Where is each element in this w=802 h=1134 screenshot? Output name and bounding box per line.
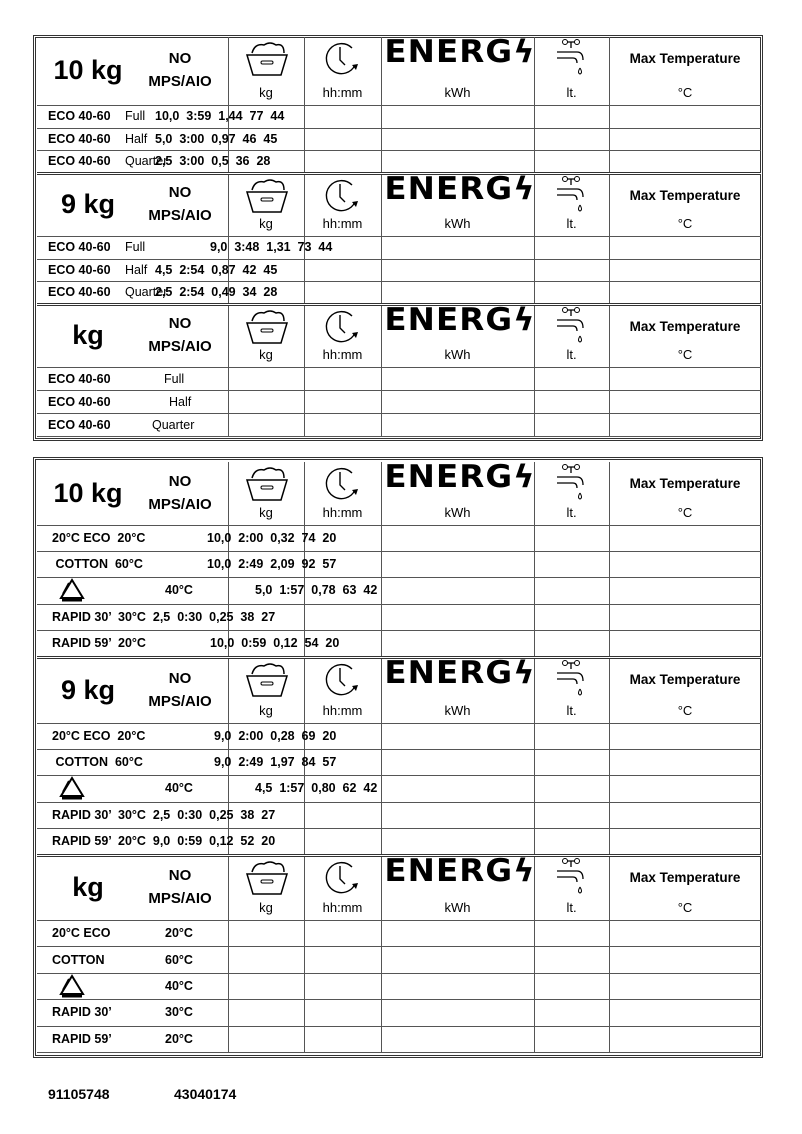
no-mps-aio-label: [135, 47, 225, 93]
lightning-icon: ϟ: [513, 853, 536, 889]
column-divider: [609, 658, 610, 854]
capacity-label: 10 kg: [53, 477, 123, 508]
row-divider: [37, 604, 761, 605]
capacity-label: kg: [72, 872, 104, 902]
kg-unit: kg: [259, 703, 273, 718]
row-text: 40°C: [165, 781, 193, 796]
capacity-label: 9 kg: [60, 674, 116, 705]
row-text: ECO 40-60: [48, 371, 111, 386]
energy-logo-text: ENERG: [384, 302, 514, 338]
column-divider: [609, 856, 610, 1052]
no-mps-aio-label: [135, 312, 225, 358]
footer-code-1: 91105748: [48, 1086, 110, 1102]
row-text: Full: [164, 371, 185, 386]
energy-logo: [384, 302, 535, 338]
kwh-unit: kWh: [444, 900, 471, 915]
time-unit: hh:mm: [322, 900, 363, 915]
capacity-label: 9 kg: [60, 189, 116, 219]
lightning-icon: ϟ: [513, 302, 536, 338]
capacity-label: kg: [72, 320, 104, 350]
mps-aio-label: MPS/AIO: [148, 692, 212, 710]
row-text: 9,0 2:00 0,28 69 20: [214, 729, 337, 744]
temperature-unit: °C: [677, 85, 693, 100]
row-divider: [37, 577, 761, 578]
row-text: Quarter: [125, 154, 168, 169]
row-divider: [37, 630, 761, 631]
row-text: 2,5 3:00 0,5 36 28: [155, 154, 271, 169]
row-text: RAPID 30’: [52, 1005, 112, 1020]
row-divider: [37, 105, 761, 106]
column-divider: [381, 856, 382, 1052]
row-text: 5,0 3:00 0,97 46 45: [155, 131, 278, 146]
row-text: 4,5 1:57 0,80 62 42: [255, 781, 378, 796]
row-divider: [37, 749, 761, 750]
synthetic-triangle-icon: [59, 974, 85, 998]
column-divider: [381, 658, 382, 854]
kg-unit: kg: [259, 505, 273, 520]
row-divider: [37, 259, 761, 260]
tap-water-icon: [553, 38, 589, 85]
max-temperature-label: Max Temperature: [629, 188, 741, 203]
column-divider: [304, 174, 305, 304]
row-text: 60°C: [165, 952, 193, 967]
row-text: ECO 40-60: [48, 262, 111, 277]
tap-water-icon: [553, 857, 589, 904]
row-divider: [37, 946, 761, 947]
max-temperature-label: Max Temperature: [629, 476, 741, 491]
row-text: 9,0 2:49 1,97 84 57: [214, 755, 337, 770]
temperature-unit: °C: [677, 505, 693, 520]
row-divider: [37, 828, 761, 829]
laundry-basket-icon: [242, 858, 292, 903]
row-text: COTTON 60°C: [52, 755, 143, 770]
row-text: 9,0 3:48 1,31 73 44: [210, 240, 333, 255]
row-text: Quarter: [125, 285, 168, 300]
kg-unit: kg: [259, 900, 273, 915]
row-divider: [37, 236, 761, 237]
row-text: 20°C ECO 20°C: [52, 729, 146, 744]
column-divider: [381, 174, 382, 304]
row-text: RAPID 59’: [52, 1031, 112, 1046]
row-text: 4,5 2:54 0,87 42 45: [155, 262, 278, 277]
column-divider: [304, 856, 305, 1052]
energy-logo-text: ENERG: [384, 853, 514, 889]
tap-water-icon: [553, 306, 589, 353]
no-label: NO: [168, 867, 192, 884]
row-text: 20°C ECO 20°C: [52, 531, 146, 546]
max-temperature-label: Max Temperature: [629, 319, 741, 334]
no-mps-aio-label: [135, 181, 225, 227]
column-divider: [228, 174, 229, 304]
row-divider: [37, 1026, 761, 1027]
laundry-basket-icon: [242, 660, 292, 705]
time-unit: hh:mm: [322, 216, 363, 231]
row-divider: [37, 413, 761, 414]
laundry-basket-icon: [242, 464, 292, 509]
energy-logo: [384, 655, 535, 691]
lightning-icon: ϟ: [513, 171, 536, 207]
row-text: COTTON 60°C: [52, 557, 143, 572]
time-unit: hh:mm: [322, 505, 363, 520]
time-unit: hh:mm: [322, 85, 363, 100]
kwh-unit: kWh: [444, 703, 471, 718]
water-unit: lt.: [566, 505, 577, 520]
row-text: 2,5 2:54 0,49 34 28: [155, 285, 278, 300]
row-divider: [37, 775, 761, 776]
temperature-unit: °C: [677, 216, 693, 231]
water-unit: lt.: [566, 216, 577, 231]
no-label: NO: [168, 669, 192, 687]
row-divider: [37, 367, 761, 368]
no-label: NO: [168, 315, 192, 332]
row-text: 10,0 2:49 2,09 92 57: [207, 557, 337, 572]
row-text: ECO 40-60: [48, 285, 111, 300]
row-divider: [37, 128, 761, 129]
lightning-icon: ϟ: [513, 34, 536, 70]
row-text: 30°C: [165, 1005, 193, 1020]
no-mps-aio-label: [135, 470, 225, 516]
energy-logo: [384, 34, 535, 70]
laundry-basket-icon: [242, 176, 292, 221]
capacity-label: 10 kg: [53, 55, 123, 85]
row-text: Half: [125, 262, 148, 277]
mps-aio-label: MPS/AIO: [148, 207, 212, 224]
synthetic-triangle-icon: [59, 578, 85, 602]
water-unit: lt.: [566, 347, 577, 362]
row-text: 20°C: [165, 1031, 193, 1046]
row-text: 20°C: [165, 926, 193, 941]
row-text: 5,0 1:57 0,78 63 42: [255, 583, 378, 598]
energy-logo-text: ENERG: [384, 459, 514, 495]
kg-unit: kg: [259, 85, 273, 100]
row-divider: [37, 723, 761, 724]
clock-icon: [322, 858, 362, 903]
kg-unit: kg: [259, 216, 273, 231]
clock-icon: [322, 39, 362, 84]
row-divider: [37, 1052, 761, 1053]
kg-unit: kg: [259, 347, 273, 362]
energy-logo: [384, 459, 535, 495]
no-mps-aio-label: [135, 864, 225, 910]
energy-logo-text: ENERG: [384, 34, 514, 70]
column-divider: [381, 462, 382, 656]
row-divider: [37, 920, 761, 921]
no-mps-aio-label: [135, 667, 225, 713]
row-divider: [37, 999, 761, 1000]
row-text: Full: [125, 240, 146, 255]
row-divider: [37, 802, 761, 803]
row-text: 10,0 3:59 1,44 77 44: [155, 109, 285, 124]
energy-logo: [384, 171, 535, 207]
clock-icon: [322, 464, 362, 509]
no-label: NO: [168, 472, 192, 490]
column-divider: [228, 856, 229, 1052]
temperature-unit: °C: [677, 703, 693, 718]
temperature-unit: °C: [677, 900, 693, 915]
row-divider: [37, 390, 761, 391]
lightning-icon: ϟ: [513, 655, 536, 691]
row-text: RAPID 59’ 20°C: [52, 635, 146, 650]
max-temperature-label: Max Temperature: [629, 672, 741, 687]
row-text: Quarter: [152, 417, 195, 432]
energy-logo: [384, 853, 535, 889]
kwh-unit: kWh: [444, 505, 471, 520]
time-unit: hh:mm: [322, 347, 363, 362]
energy-logo-text: ENERG: [384, 171, 514, 207]
row-text: COTTON: [52, 952, 105, 967]
no-label: NO: [168, 184, 192, 201]
mps-aio-label: MPS/AIO: [148, 73, 212, 90]
lightning-icon: ϟ: [513, 459, 536, 495]
synthetic-triangle-icon: [59, 776, 85, 800]
temperature-unit: °C: [677, 347, 693, 362]
row-text: Half: [125, 131, 148, 146]
row-text: 10,0 2:00 0,32 74 20: [207, 531, 337, 546]
row-divider: [37, 436, 761, 437]
clock-icon: [322, 176, 362, 221]
water-unit: lt.: [566, 900, 577, 915]
max-temperature-label: Max Temperature: [629, 870, 741, 885]
kwh-unit: kWh: [444, 85, 471, 100]
column-divider: [304, 305, 305, 436]
laundry-basket-icon: [242, 39, 292, 84]
row-text: 40°C: [165, 583, 193, 598]
energy-logo-text: ENERG: [384, 655, 514, 691]
row-text: RAPID 30’ 30°C 2,5 0:30 0,25 38 27: [52, 807, 276, 822]
time-unit: hh:mm: [322, 703, 363, 718]
column-divider: [381, 305, 382, 436]
row-text: RAPID 59’ 20°C 9,0 0:59 0,12 52 20: [52, 833, 276, 848]
no-label: NO: [168, 50, 192, 67]
row-text: ECO 40-60: [48, 131, 111, 146]
row-text: ECO 40-60: [48, 417, 111, 432]
row-text: ECO 40-60: [48, 394, 111, 409]
column-divider: [609, 462, 610, 656]
row-divider: [37, 973, 761, 974]
tap-water-icon: [553, 463, 589, 510]
row-divider: [37, 281, 761, 282]
tap-water-icon: [553, 175, 589, 222]
kwh-unit: kWh: [444, 347, 471, 362]
footer-code-2: 43040174: [174, 1086, 237, 1102]
mps-aio-label: MPS/AIO: [148, 338, 212, 355]
row-divider: [37, 525, 761, 526]
row-text: 10,0 0:59 0,12 54 20: [210, 635, 340, 650]
clock-icon: [322, 307, 362, 352]
laundry-basket-icon: [242, 307, 292, 352]
row-text: Full: [125, 109, 146, 124]
clock-icon: [322, 660, 362, 705]
tap-water-icon: [553, 659, 589, 706]
row-text: ECO 40-60: [48, 154, 111, 169]
row-divider: [37, 551, 761, 552]
max-temperature-label: Max Temperature: [629, 51, 741, 66]
kwh-unit: kWh: [444, 216, 471, 231]
water-unit: lt.: [566, 85, 577, 100]
row-text: 20°C ECO: [52, 926, 111, 941]
row-text: 40°C: [165, 978, 193, 993]
mps-aio-label: MPS/AIO: [148, 890, 212, 907]
row-text: Half: [169, 394, 192, 409]
row-text: RAPID 30’ 30°C 2,5 0:30 0,25 38 27: [52, 609, 276, 624]
row-text: ECO 40-60: [48, 240, 111, 255]
row-text: ECO 40-60: [48, 109, 111, 124]
mps-aio-label: MPS/AIO: [148, 495, 212, 513]
water-unit: lt.: [566, 703, 577, 718]
column-divider: [228, 305, 229, 436]
row-divider: [37, 150, 761, 151]
